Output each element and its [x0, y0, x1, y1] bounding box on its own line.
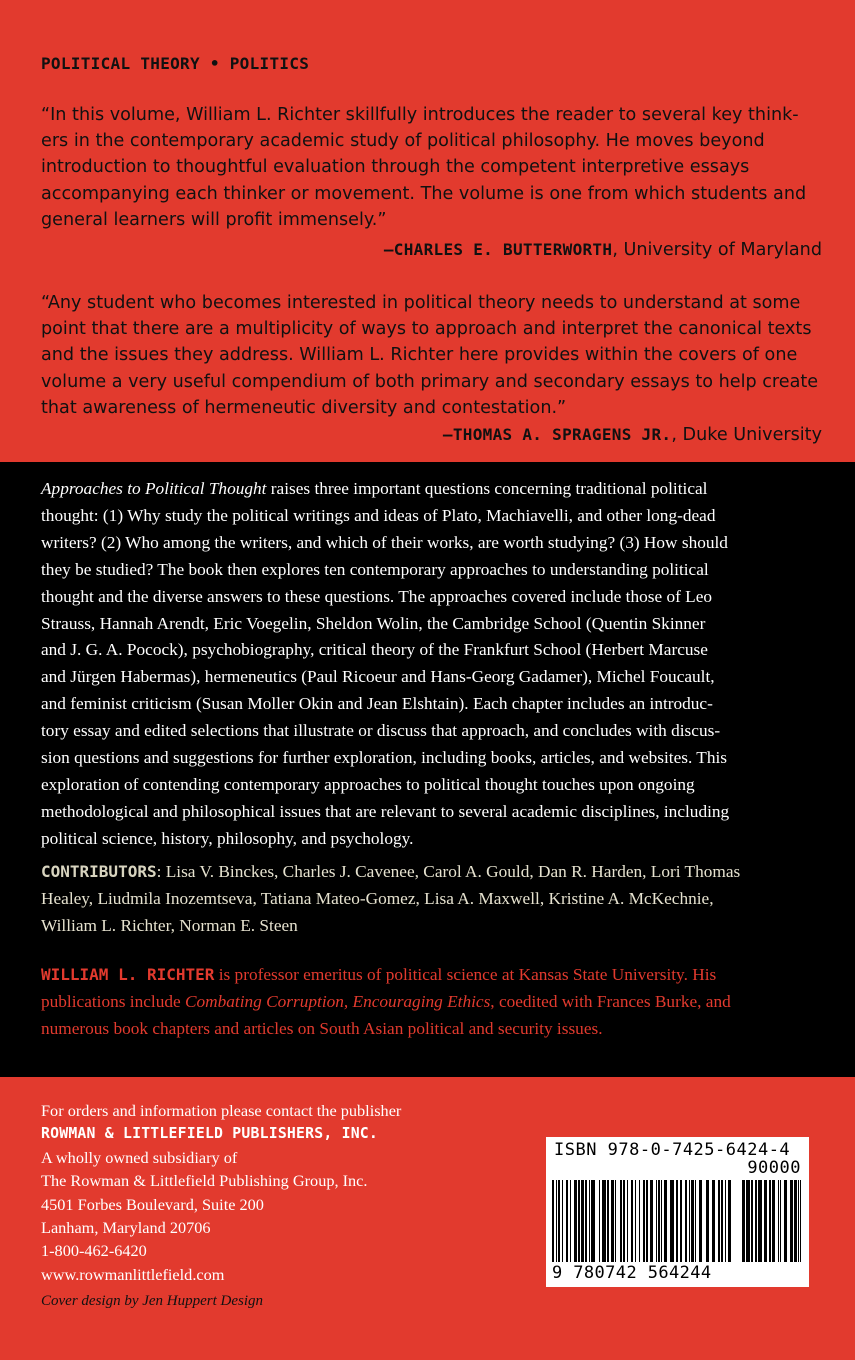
barcode-bar	[728, 1180, 731, 1262]
description-line: they be studied? The book then explores ten contemporary approaches to understanding political	[41, 559, 709, 579]
barcode-bar	[623, 1180, 625, 1262]
barcode-bar	[566, 1180, 568, 1262]
barcode-bar	[658, 1180, 660, 1262]
publisher-address: Lanham, Maryland 20706	[41, 1218, 211, 1238]
barcode-addon-bar	[798, 1180, 799, 1262]
barcode-bar	[581, 1180, 584, 1262]
barcode-addon-bar	[764, 1180, 767, 1262]
endorsement-attribution-1	[384, 240, 822, 260]
endorser-affiliation: , University of Maryland	[612, 240, 822, 260]
barcode-bar	[631, 1180, 633, 1262]
barcode-bar	[558, 1180, 560, 1262]
barcode-bar	[685, 1180, 687, 1262]
barcode-addon-bar	[755, 1180, 757, 1262]
contributors-line	[41, 858, 821, 885]
barcode-bar	[627, 1180, 628, 1262]
barcode-bar	[589, 1180, 590, 1262]
barcode-addon-bar	[794, 1180, 797, 1262]
author-bio	[41, 961, 831, 1042]
barcode-bar	[676, 1180, 678, 1262]
barcode-bars	[552, 1180, 803, 1262]
description-line: exploration of contending contemporary approaches to political thought touches upon ongoing	[41, 774, 695, 794]
quote-line: that awareness of hermeneutic diversity and contestation.”	[41, 397, 567, 418]
isbn-barcode	[546, 1137, 809, 1287]
barcode-bar	[599, 1180, 600, 1262]
description-line: writers? (2) Who among the writers, and which of their works, are worth studying? (3) How should	[41, 532, 728, 552]
quote-line: “Any student who becomes interested in political theory needs to understand at some	[41, 293, 801, 313]
barcode-bar	[570, 1180, 571, 1262]
publisher-info	[41, 1099, 401, 1286]
description-line: sion questions and suggestions for further exploration, including books, articles, and websites. This	[41, 748, 728, 768]
barcode-bar	[680, 1180, 682, 1262]
barcode-bar	[611, 1180, 614, 1262]
description-line: thought and the diverse answers to these questions. The approaches covered include those of Leo	[41, 586, 713, 606]
barcode-addon-bar	[780, 1180, 781, 1262]
description-line: and feminist criticism (Susan Moller Okin and Jean Elshtain). Each chapter includes an introduc-	[41, 694, 713, 714]
contributors-line: William L. Richter, Norman E. Steen	[41, 916, 298, 935]
quote-line: ers in the contemporary academic study of political philosophy. He moves beyond	[41, 131, 765, 152]
description-line: and J. G. A. Pocock), psychobiography, critical theory of the Frankfurt School (Herbert Marcuse	[41, 640, 708, 660]
barcode-addon-bar	[790, 1180, 793, 1262]
author-publication-title: Combating Corruption, Encouraging Ethics	[184, 992, 491, 1011]
barcode-bar	[643, 1180, 645, 1262]
book-description	[41, 476, 821, 853]
description-line: methodological and philosophical issues that are relevant to several academic disciplines, including	[41, 801, 730, 821]
ean-digits: 9 780742 564244	[552, 1263, 712, 1283]
barcode-bar	[664, 1180, 667, 1262]
barcode-bar	[650, 1180, 653, 1262]
barcode-bar	[695, 1180, 696, 1262]
description-line: Strauss, Hannah Arendt, Eric Voegelin, Sheldon Wolin, the Cambridge School (Quentin Skinner	[41, 613, 706, 633]
quote-line: accompanying each thinker or movement. The volume is one from which students and	[41, 183, 807, 204]
barcode-bar	[574, 1180, 577, 1262]
barcode-bar	[578, 1180, 580, 1262]
barcode-addon-bar	[800, 1180, 801, 1262]
barcode-bar	[552, 1180, 554, 1262]
description-line: tory essay and edited selections that illustrate or discuss that approach, and concludes with discus-	[41, 721, 721, 741]
barcode-bar	[721, 1180, 723, 1262]
cover-design-credit: Cover design by Jen Huppert Design	[41, 1293, 264, 1309]
barcode-bar	[656, 1180, 657, 1262]
description-line: political science, history, philosophy, and psychology.	[41, 828, 414, 848]
barcode-bar	[725, 1180, 726, 1262]
endorser-affiliation: , Duke University	[671, 425, 822, 445]
quote-line: “In this volume, William L. Richter skillfully introduces the reader to several key think-	[41, 105, 799, 125]
barcode-addon-bar	[769, 1180, 771, 1262]
quote-line: point that there are a multiplicity of ways to approach and interpret the canonical texts	[41, 319, 812, 340]
barcode-addon-bar	[746, 1180, 750, 1262]
barcode-addon-bar	[751, 1180, 753, 1262]
publisher-website: www.rowmanlittlefield.com	[41, 1264, 225, 1284]
barcode-bar	[635, 1180, 636, 1262]
quote-line: general learners will profit immensely.”	[41, 209, 387, 230]
barcode-bar	[706, 1180, 709, 1262]
quote-line: and the issues they address. William L. Richter here provides within the covers of one	[41, 345, 798, 366]
barcode-bar	[562, 1180, 563, 1262]
description-text: raises three important questions concerning traditional political	[266, 479, 708, 498]
barcode-bar	[646, 1180, 648, 1262]
description-line: and Jürgen Habermas), hermeneutics (Paul Ricoeur and Hans-Georg Gadamer), Michel Foucault,	[41, 667, 715, 687]
barcode-bar	[615, 1180, 616, 1262]
barcode-bar	[607, 1180, 609, 1262]
publisher-address: 4501 Forbes Boulevard, Suite 200	[41, 1194, 264, 1214]
barcode-bar	[718, 1180, 720, 1262]
barcode-addon-bar	[778, 1180, 779, 1262]
publisher-line: A wholly owned subsidiary of	[41, 1147, 238, 1167]
barcode-bar	[699, 1180, 702, 1262]
contributors-line: Healey, Liudmila Inozemtseva, Tatiana Mateo-Gomez, Lisa A. Maxwell, Kristine A. McKechnie,	[41, 889, 714, 908]
author-name: WILLIAM L. RICHTER	[41, 965, 215, 984]
author-bio-line	[41, 961, 831, 988]
publisher-name: ROWMAN & LITTLEFIELD PUBLISHERS, INC.	[41, 1125, 379, 1143]
barcode-addon-bar	[758, 1180, 762, 1262]
quote-line: volume a very useful compendium of both primary and secondary essays to help create	[41, 371, 819, 392]
endorsement-quote-2	[41, 290, 826, 421]
publisher-line: The Rowman & Littlefield Publishing Group, Inc.	[41, 1171, 368, 1191]
quote-line: introduction to thoughtful evaluation through the competent interpretive essays	[41, 157, 750, 178]
barcode-bar	[556, 1180, 557, 1262]
contributors	[41, 858, 821, 939]
barcode-bar	[591, 1180, 595, 1262]
isbn-number: ISBN 978-0-7425-6424-4	[554, 1140, 791, 1160]
barcode-bar	[689, 1180, 690, 1262]
barcode-bar	[639, 1180, 640, 1262]
barcode-bar	[691, 1180, 694, 1262]
description-line	[41, 476, 821, 503]
author-bio-text: is professor emeritus of political science at Kansas State University. His	[214, 965, 717, 984]
contributors-text: : Lisa V. Binckes, Charles J. Cavenee, Carol A. Gould, Dan R. Harden, Lori Thomas	[156, 862, 741, 881]
endorsement-quote-1	[41, 102, 826, 233]
barcode-bar	[585, 1180, 587, 1262]
barcode-addon-bar	[742, 1180, 745, 1262]
barcode-bar	[620, 1180, 622, 1262]
endorser-name: —THOMAS A. SPRAGENS JR.	[442, 425, 672, 444]
book-title: Approaches to Political Thought	[41, 479, 267, 498]
category-label: POLITICAL THEORY • POLITICS	[41, 54, 310, 73]
author-bio-line	[41, 988, 831, 1015]
publisher-phone: 1-800-462-6420	[41, 1241, 147, 1261]
description-line: thought: (1) Why study the political writings and ideas of Plato, Machiavelli, and other long-dead	[41, 505, 716, 525]
barcode-bar	[712, 1180, 715, 1262]
contributors-label: CONTRIBUTORS	[41, 862, 157, 881]
barcode-bar	[661, 1180, 662, 1262]
barcode-bar	[670, 1180, 674, 1262]
price-addon-number: 90000	[747, 1158, 801, 1178]
author-bio-text: publications include	[41, 992, 185, 1011]
author-bio-text: , coedited with Frances Burke, and	[490, 992, 731, 1011]
barcode-bar	[602, 1180, 606, 1262]
endorsement-attribution-2	[443, 425, 822, 445]
barcode-addon-bar	[784, 1180, 787, 1262]
endorser-name: —CHARLES E. BUTTERWORTH	[383, 240, 613, 259]
publisher-intro: For orders and information please contact the publisher	[41, 1101, 402, 1120]
barcode-addon-bar	[772, 1180, 775, 1262]
author-bio-line: numerous book chapters and articles on South Asian political and security issues.	[41, 1019, 603, 1038]
